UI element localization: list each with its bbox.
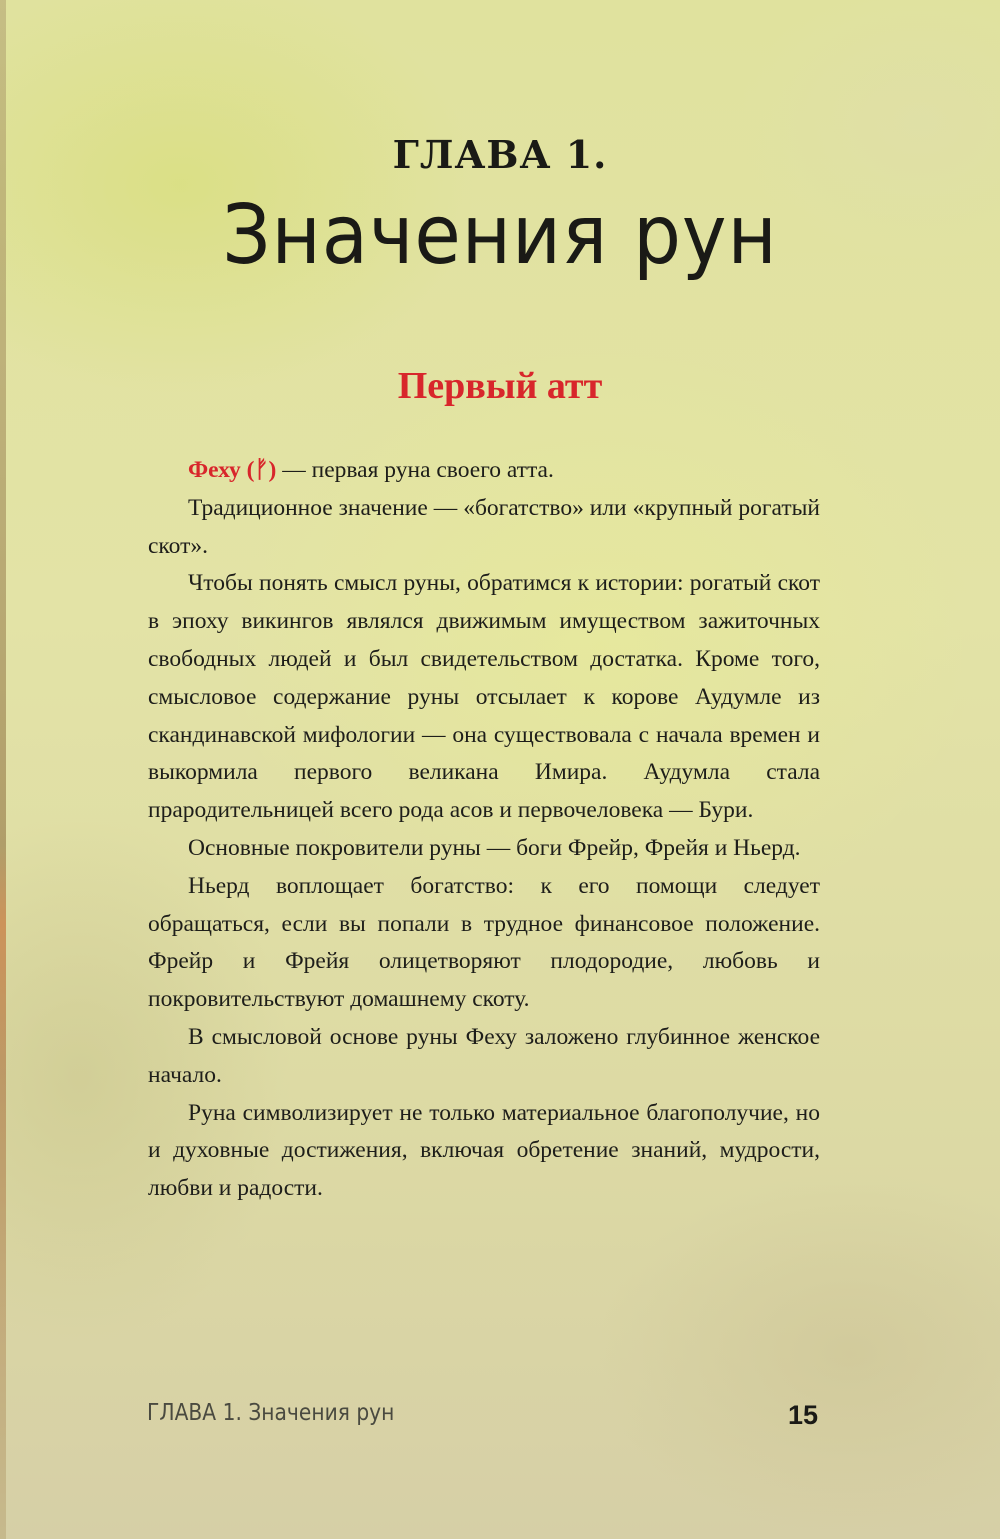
- paragraph: Ньерд воплощает богатство: к его помощи следует обращаться, если вы попали в трудное финансовое положение. Фрейр и Фрейя олицетворяют плодородие, любовь и покровительствуют домашнему скоту.: [148, 872, 820, 1013]
- chapter-label: ГЛАВА 1.: [392, 132, 608, 177]
- paragraph: Руна символизирует не только материальное благополучие, но и духовные достижения, включая обретение знаний, мудрости, любви и радости.: [148, 1099, 820, 1202]
- rune-name: Феху (ᚠ): [188, 457, 277, 483]
- paragraph: В смысловой основе руны Феху заложено глубинное женское начало.: [148, 1023, 820, 1088]
- paragraph-intro: [148, 452, 820, 490]
- section-heading: Первый атт: [397, 365, 603, 407]
- paragraph: Традиционное значение — «богатство» или «крупный рогатый скот».: [148, 494, 820, 559]
- chapter-title: Значения рун: [222, 188, 778, 283]
- paragraph: Основные покровители руны — боги Фрейр, Фрейя и Ньерд.: [188, 834, 801, 861]
- intro-rest: — первая руна своего атта.: [276, 457, 554, 483]
- page-number: 15: [787, 1400, 818, 1430]
- running-title: ГЛАВА 1. Значения рун: [147, 1400, 395, 1426]
- paragraph: Чтобы понять смысл руны, обратимся к истории: рогатый скот в эпоху викингов являлся движимым имуществом зажиточных свободных людей и был свидетельством достатка. Кроме того, смысловое содержание руны отсылает к корове Аудумле из скандинавской мифологии — она существовала с начала времен и выкормила первого великана Имира. Аудумла стала прародительницей всего рода асов и первочеловека — Бури.: [148, 570, 820, 824]
- page-edge: [0, 0, 6, 1539]
- body-text: [148, 452, 820, 1208]
